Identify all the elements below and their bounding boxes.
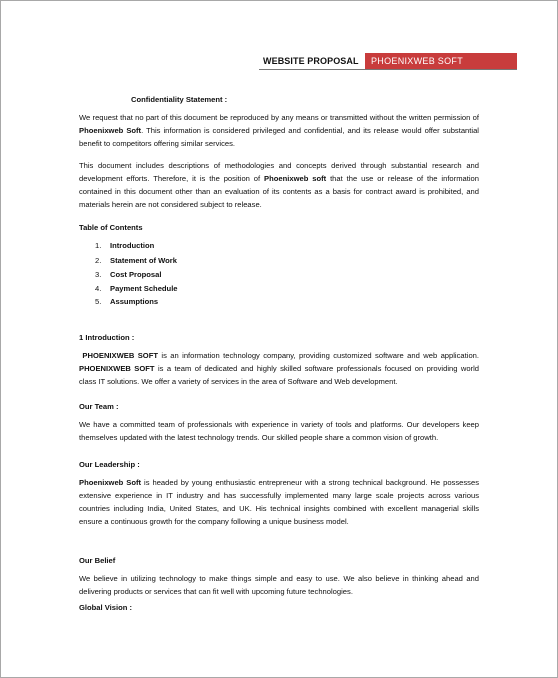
our-leadership-heading: Our Leadership : [79,460,140,469]
intro-text-a: is an information technology company, providing customized software and web application. [157,351,479,360]
intro-text-b: is a team of dedicated and highly skilled software professionals focused on providing world class IT solutions. We offer a variety of services in the area of Software and Web development. [79,364,479,386]
toc-heading: Table of Contents [79,223,143,232]
leadership-company-name: Phoenixweb Soft [79,478,142,487]
intro-company-name: PHOENIXWEB SOFT [82,351,158,360]
intro-company-name-2: PHOENIXWEB SOFT [79,364,155,373]
document-header [259,53,517,70]
toc-item-assumptions[interactable]: Assumptions [110,297,159,306]
our-team-heading: Our Team : [79,402,119,411]
p1-text-a: We request that no part of this document be reproduced by any means or transmitted without the written permission of [79,113,479,122]
header-brand-banner: PHOENIXWEB SOFT [365,53,517,69]
toc-item-number: 4. [95,284,102,293]
toc-item-number: 2. [95,256,102,265]
toc-item-statement-of-work[interactable]: Statement of Work [110,256,177,265]
confidentiality-paragraph-1 [79,111,479,150]
p1-company-name: Phoenixweb Soft [79,126,142,135]
toc-item-cost-proposal[interactable]: Cost Proposal [110,270,162,279]
introduction-paragraph [79,349,479,388]
toc-item-number: 5. [95,297,102,306]
p2-text-a: This document includes descriptions of methodologies and concepts derived through substantial research and development efforts. Therefore, it is the position of [79,161,479,183]
leadership-text: is headed by young enthusiastic entrepreneur with a strong technical background. He possesses extensive experience in IT industry and has successfully implemented many large scale projects across various countries including India, United States, and UK. His technical insights combined with excellent managerial skills ensure a continuous growth for the company following a unique business model. [79,478,479,526]
confidentiality-paragraph-2 [79,159,479,211]
our-belief-paragraph: We believe in utilizing technology to make things simple and easy to use. We also believe in thinking ahead and delivering products or services that can fit well with upcoming future technologies. [79,574,479,596]
p1-text-b: . This information is considered privileged and confidential, and its release would offer substantial benefit to competitors offering similar services. [79,126,479,148]
our-team-paragraph: We have a committed team of professionals with experience in variety of tools and platforms. Our developers keep themselves updated with the latest technology trends. Our skilled people share a common vision of growth. [79,420,479,442]
our-leadership-paragraph [79,476,479,528]
introduction-heading: 1 Introduction : [79,333,135,342]
toc-item-introduction[interactable]: Introduction [110,241,155,250]
toc-item-number: 1. [95,241,102,250]
toc-item-number: 3. [95,270,102,279]
toc-item-payment-schedule[interactable]: Payment Schedule [110,284,178,293]
our-belief-heading: Our Belief [79,556,116,565]
p2-text-b: that the use or release of the information contained in this document other than an evaluation of its contents as a basis for contract award is prohibited, and materials herein are not considered subject to release. [79,174,479,209]
global-vision-heading: Global Vision : [79,603,133,612]
header-title: WEBSITE PROPOSAL [263,56,359,66]
confidentiality-heading: Confidentiality Statement : [131,95,228,104]
p2-company-name: Phoenixweb soft [264,174,327,183]
